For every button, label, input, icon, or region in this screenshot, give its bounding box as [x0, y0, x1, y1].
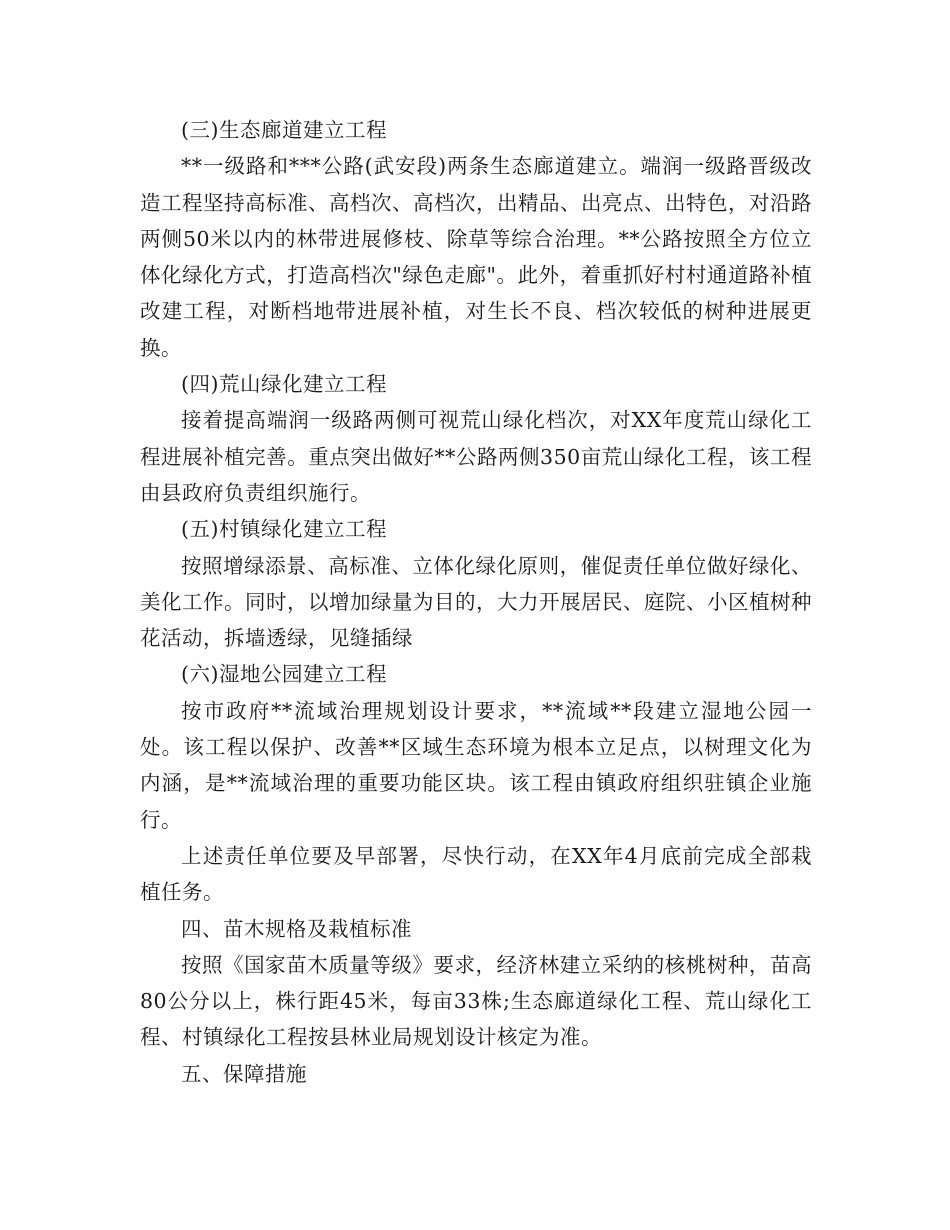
- paragraph-ecological-corridor: **一级路和***公路(武安段)两条生态廊道建立。端润一级路晋级改造工程坚持高标准、高档次、高档次，出精品、出亮点、出特色，对沿路两侧50米以内的林带进展修枝、除草等综合治理。**公路按照全方位立体化绿化方式，打造高档次"绿色走廊"。此外，着重抓好村村通道路补植改建工程，对断档地带进展补植，对生长不良、档次较低的树种进展更换。: [140, 154, 812, 360]
- paragraph-village-greening: 按照增绿添景、高标准、立体化绿化原则，催促责任单位做好绿化、美化工作。同时，以增加绿量为目的，大力开展居民、庭院、小区植树种花活动，拆墙透绿，见缝插绿: [140, 553, 812, 651]
- paragraph-barren-hill: 接着提高端润一级路两侧可视荒山绿化档次，对XX年度荒山绿化工程进展补植完善。重点突出做好**公路两侧350亩荒山绿化工程，该工程由县政府负责组织施行。: [140, 408, 812, 505]
- section-heading-barren-hill: (四)荒山绿化建立工程: [181, 372, 387, 397]
- document-body: [140, 112, 812, 1092]
- paragraph-wetland-park: 按市政府**流域治理规划设计要求，**流域**段建立湿地公园一处。该工程以保护、改善**区域生态环境为根本立足点，以树理文化为内涵，是**流域治理的重要功能区块。该工程由镇政府组织驻镇企业施行。: [140, 698, 812, 832]
- section-heading-seedling-standards: 四、苗木规格及栽植标准: [181, 916, 412, 941]
- paragraph-deadline: 上述责任单位要及早部署，尽快行动，在XX年4月底前完成全部栽植任务。: [140, 843, 812, 905]
- section-heading-ecological-corridor: (三)生态廊道建立工程: [181, 118, 387, 142]
- section-heading-safeguards: 五、保障措施: [181, 1061, 307, 1086]
- section-heading-village-greening: (五)村镇绿化建立工程: [181, 517, 387, 542]
- section-heading-wetland-park: (六)湿地公园建立工程: [181, 662, 387, 687]
- paragraph-seedling-standards: 按照《国家苗木质量等级》要求，经济林建立采纳的核桃树种，苗高80公分以上，株行距45米，每亩33株;生态廊道绿化工程、荒山绿化工程、村镇绿化工程按县林业局规划设计核定为准。: [140, 952, 812, 1050]
